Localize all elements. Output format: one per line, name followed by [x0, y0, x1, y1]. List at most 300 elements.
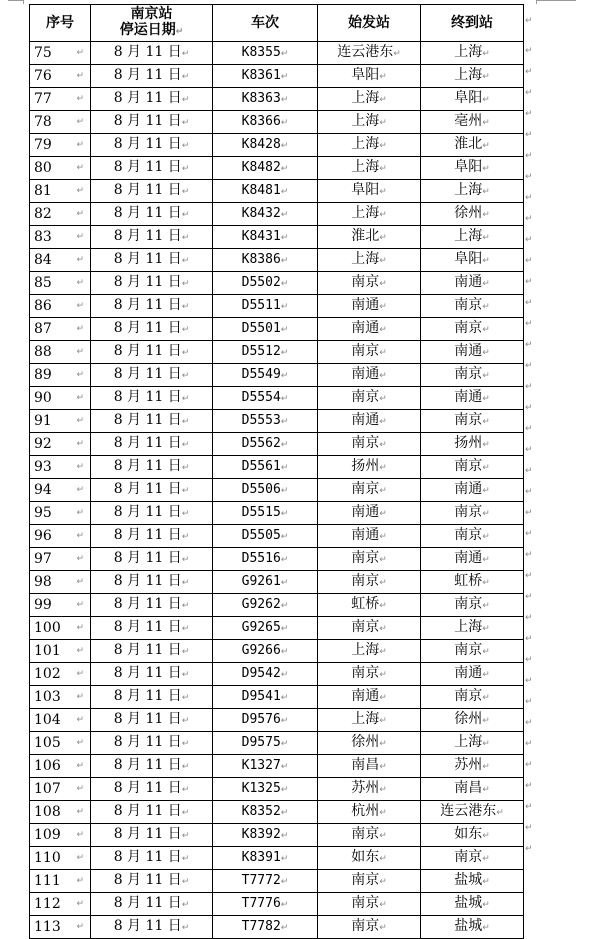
cell-stop-date: [91, 916, 213, 939]
paragraph-mark: ↵: [76, 232, 84, 242]
cell-stop-date: [91, 410, 213, 433]
origin-text: 上海: [351, 205, 380, 221]
seq-text: 107: [34, 781, 61, 797]
cell-origin: [318, 732, 421, 755]
train-text: K8391: [241, 850, 281, 865]
cell-train: [213, 157, 318, 180]
origin-text: 连云港东: [337, 44, 394, 60]
seq-text: 87: [34, 321, 52, 337]
cell-train: [213, 663, 318, 686]
paragraph-mark: ↵: [482, 187, 490, 197]
row-end-mark: ↵: [525, 424, 533, 434]
cell-origin: [318, 387, 421, 410]
paragraph-mark: ↵: [181, 831, 190, 841]
cell-seq: [30, 893, 91, 916]
paragraph-mark: ↵: [76, 209, 84, 219]
date-text: 8 月 11 日: [113, 527, 182, 543]
train-text: K8481: [241, 183, 281, 198]
paragraph-mark: ↵: [379, 739, 387, 749]
paragraph-mark: ↵: [379, 348, 387, 358]
cell-terminal: [421, 410, 524, 433]
paragraph-mark: ↵: [379, 72, 387, 82]
terminal-text: 南京: [454, 596, 483, 612]
origin-text: 南通: [351, 297, 380, 313]
cell-terminal: [421, 525, 524, 548]
date-text: 8 月 11 日: [113, 826, 182, 842]
paragraph-mark: ↵: [181, 923, 190, 933]
cell-terminal: [421, 341, 524, 364]
paragraph-mark: ↵: [181, 532, 190, 542]
train-text: D5501: [241, 321, 281, 336]
date-text: 8 月 11 日: [113, 90, 182, 106]
table-row: [30, 824, 524, 847]
origin-text: 南通: [351, 504, 380, 520]
cell-terminal: [421, 456, 524, 479]
cell-stop-date: [91, 456, 213, 479]
paragraph-mark: ↵: [280, 440, 289, 450]
origin-text: 南通: [351, 527, 380, 543]
origin-text: 南京: [351, 826, 380, 842]
origin-text: 南京: [351, 389, 380, 405]
paragraph-mark: ↵: [379, 854, 387, 864]
paragraph-mark: ↵: [379, 831, 387, 841]
row-end-mark: ↵: [525, 88, 533, 98]
cell-train: [213, 525, 318, 548]
cell-train: [213, 272, 318, 295]
cell-seq: [30, 594, 91, 617]
table-row: [30, 801, 524, 824]
table-row: [30, 640, 524, 663]
paragraph-mark: ↵: [181, 716, 190, 726]
row-end-mark: ↵: [525, 382, 533, 392]
table-row: [30, 617, 524, 640]
row-end-mark: ↵: [525, 109, 533, 119]
paragraph-mark: ↵: [181, 233, 190, 243]
origin-text: 南京: [351, 343, 380, 359]
table-row: [30, 42, 524, 65]
paragraph-mark: ↵: [379, 371, 387, 381]
row-end-mark: ↵: [525, 67, 533, 77]
seq-text: 83: [34, 229, 52, 245]
date-text: 8 月 11 日: [113, 849, 182, 865]
cell-origin: [318, 364, 421, 387]
seq-text: 105: [34, 735, 61, 751]
origin-text: 如东: [351, 849, 380, 865]
train-text: D5512: [241, 344, 281, 359]
train-text: G9265: [241, 620, 281, 635]
date-text: 8 月 11 日: [113, 205, 182, 221]
cell-terminal: [421, 893, 524, 916]
cell-seq: [30, 663, 91, 686]
seq-text: 81: [34, 183, 52, 199]
cell-stop-date: [91, 88, 213, 111]
seq-text: 109: [34, 827, 61, 843]
row-end-mark: ↵: [525, 340, 533, 350]
cell-train: [213, 594, 318, 617]
cell-stop-date: [91, 364, 213, 387]
cell-seq: [30, 686, 91, 709]
cell-origin: [318, 709, 421, 732]
paragraph-mark: ↵: [379, 279, 387, 289]
row-end-mark: ↵: [525, 613, 533, 623]
cell-train: [213, 65, 318, 88]
table-row: [30, 686, 524, 709]
cell-seq: [30, 65, 91, 88]
cell-origin: [318, 686, 421, 709]
train-text: D5553: [241, 413, 281, 428]
paragraph-mark: ↵: [482, 900, 490, 910]
cell-seq: [30, 778, 91, 801]
paragraph-mark: ↵: [76, 853, 84, 863]
paragraph-mark: ↵: [280, 624, 289, 634]
cell-terminal: [421, 226, 524, 249]
cell-seq: [30, 88, 91, 111]
paragraph-mark: ↵: [76, 370, 84, 380]
cell-terminal: [421, 203, 524, 226]
cell-stop-date: [91, 157, 213, 180]
date-text: 8 月 11 日: [113, 251, 182, 267]
paragraph-mark: ↵: [76, 186, 84, 196]
origin-text: 杭州: [351, 803, 380, 819]
cell-terminal: [421, 686, 524, 709]
paragraph-mark: ↵: [482, 302, 490, 312]
cell-stop-date: [91, 341, 213, 364]
cell-origin: [318, 318, 421, 341]
train-text: D9542: [241, 666, 281, 681]
train-text: G9261: [241, 574, 281, 589]
cell-terminal: [421, 157, 524, 180]
paragraph-mark: ↵: [482, 624, 490, 634]
seq-text: 113: [34, 919, 61, 935]
date-text: 8 月 11 日: [113, 734, 182, 750]
terminal-text: 阜阳: [454, 90, 483, 106]
origin-text: 南京: [351, 435, 380, 451]
train-text: T7776: [241, 896, 281, 911]
origin-text: 南昌: [351, 757, 380, 773]
cell-seq: [30, 870, 91, 893]
paragraph-mark: ↵: [181, 210, 190, 220]
paragraph-mark: ↵: [181, 555, 190, 565]
cell-origin: [318, 778, 421, 801]
table-row: [30, 548, 524, 571]
paragraph-mark: ↵: [280, 233, 289, 243]
seq-text: 96: [34, 528, 52, 544]
origin-text: 虹桥: [351, 596, 380, 612]
table-body: [30, 42, 524, 939]
cell-origin: [318, 226, 421, 249]
cell-stop-date: [91, 295, 213, 318]
paragraph-mark: ↵: [482, 486, 490, 496]
table-row: [30, 709, 524, 732]
train-text: D9541: [241, 689, 281, 704]
cell-terminal: [421, 479, 524, 502]
paragraph-mark: ↵: [482, 325, 490, 335]
cell-train: [213, 801, 318, 824]
paragraph-mark: ↵: [181, 739, 190, 749]
terminal-text: 苏州: [454, 757, 483, 773]
origin-text: 南京: [351, 665, 380, 681]
paragraph-mark: ↵: [181, 808, 190, 818]
paragraph-mark: ↵: [482, 95, 490, 105]
origin-text: 南京: [351, 481, 380, 497]
cell-terminal: [421, 272, 524, 295]
cell-train: [213, 709, 318, 732]
cell-stop-date: [91, 272, 213, 295]
date-text: 8 月 11 日: [113, 573, 182, 589]
train-text: K8355: [241, 45, 281, 60]
paragraph-mark: ↵: [280, 210, 289, 220]
cell-terminal: [421, 571, 524, 594]
header-stop-date: [91, 5, 213, 42]
row-end-mark: ↵: [525, 235, 533, 245]
cell-origin: [318, 111, 421, 134]
cell-stop-date: [91, 111, 213, 134]
row-end-mark: ↵: [525, 550, 533, 560]
paragraph-mark: ↵: [379, 601, 387, 611]
table-row: [30, 502, 524, 525]
paragraph-mark: ↵: [280, 716, 289, 726]
terminal-text: 南京: [454, 504, 483, 520]
cell-train: [213, 410, 318, 433]
terminal-text: 南通: [454, 343, 483, 359]
terminal-text: 南通: [454, 389, 483, 405]
paragraph-mark: ↵: [76, 600, 84, 610]
paragraph-mark: ↵: [181, 877, 190, 887]
date-text: 8 月 11 日: [113, 918, 182, 934]
row-end-mark: ↵: [525, 802, 533, 812]
cell-train: [213, 916, 318, 939]
paragraph-mark: ↵: [482, 785, 490, 795]
cell-stop-date: [91, 525, 213, 548]
paragraph-mark: ↵: [379, 256, 387, 266]
paragraph-mark: ↵: [76, 876, 84, 886]
cell-stop-date: [91, 663, 213, 686]
paragraph-mark: ↵: [482, 670, 490, 680]
cell-origin: [318, 916, 421, 939]
paragraph-mark: ↵: [280, 95, 289, 105]
origin-text: 南通: [351, 688, 380, 704]
paragraph-mark: ↵: [379, 463, 387, 473]
cell-terminal: [421, 663, 524, 686]
date-text: 8 月 11 日: [113, 872, 182, 888]
row-end-mark: ↵: [525, 760, 533, 770]
cell-train: [213, 479, 318, 502]
cell-origin: [318, 502, 421, 525]
paragraph-mark: ↵: [482, 463, 490, 473]
cell-stop-date: [91, 502, 213, 525]
terminal-text: 南通: [454, 274, 483, 290]
paragraph-mark: ↵: [379, 394, 387, 404]
row-end-mark: ↵: [525, 445, 533, 455]
cell-stop-date: [91, 387, 213, 410]
paragraph-mark: ↵: [181, 854, 190, 864]
paragraph-mark: ↵: [181, 440, 190, 450]
cell-stop-date: [91, 778, 213, 801]
paragraph-mark: ↵: [181, 486, 190, 496]
cell-seq: [30, 111, 91, 134]
seq-text: 95: [34, 505, 52, 521]
origin-text: 南京: [351, 573, 380, 589]
table-row: [30, 249, 524, 272]
cell-stop-date: [91, 226, 213, 249]
cell-seq: [30, 226, 91, 249]
train-text: K8392: [241, 827, 281, 842]
paragraph-mark: ↵: [280, 670, 289, 680]
header-stop-date-line2: 停运日期↵: [119, 22, 184, 38]
cell-seq: [30, 42, 91, 65]
terminal-text: 上海: [454, 734, 483, 750]
paragraph-mark: ↵: [280, 371, 289, 381]
origin-text: 上海: [351, 90, 380, 106]
cell-terminal: [421, 387, 524, 410]
date-text: 8 月 11 日: [113, 228, 182, 244]
paragraph-mark: ↵: [280, 877, 289, 887]
paragraph-mark: ↵: [379, 440, 387, 450]
paragraph-mark: ↵: [379, 325, 387, 335]
terminal-text: 亳州: [454, 113, 483, 129]
paragraph-mark: ↵: [482, 256, 490, 266]
row-end-mark: ↵: [525, 130, 533, 140]
seq-text: 82: [34, 206, 52, 222]
date-text: 8 月 11 日: [113, 688, 182, 704]
seq-text: 84: [34, 252, 52, 268]
cell-seq: [30, 134, 91, 157]
row-end-mark: ↵: [525, 634, 533, 644]
suspension-schedule-table: [29, 4, 524, 939]
cell-seq: [30, 341, 91, 364]
date-text: 8 月 11 日: [113, 366, 182, 382]
date-text: 8 月 11 日: [113, 435, 182, 451]
paragraph-mark: ↵: [76, 140, 84, 150]
paragraph-mark: ↵: [482, 555, 490, 565]
cell-stop-date: [91, 571, 213, 594]
seq-text: 106: [34, 758, 61, 774]
paragraph-mark: ↵: [379, 624, 387, 634]
cell-seq: [30, 410, 91, 433]
row-end-mark: ↵: [525, 718, 533, 728]
cell-seq: [30, 617, 91, 640]
cell-seq: [30, 916, 91, 939]
cell-train: [213, 893, 318, 916]
seq-text: 94: [34, 482, 52, 498]
date-text: 8 月 11 日: [113, 619, 182, 635]
row-end-mark: ↵: [525, 592, 533, 602]
cell-origin: [318, 456, 421, 479]
train-text: T7772: [241, 873, 281, 888]
paragraph-mark: ↵: [379, 95, 387, 105]
cell-terminal: [421, 824, 524, 847]
table-row: [30, 364, 524, 387]
paragraph-mark: ↵: [181, 256, 190, 266]
table-row: [30, 134, 524, 157]
paragraph-mark: ↵: [181, 279, 190, 289]
train-text: K8482: [241, 160, 281, 175]
date-text: 8 月 11 日: [113, 67, 182, 83]
table-row: [30, 203, 524, 226]
date-text: 8 月 11 日: [113, 895, 182, 911]
terminal-text: 南京: [454, 688, 483, 704]
table-row: [30, 157, 524, 180]
table-row: [30, 571, 524, 594]
paragraph-mark: ↵: [76, 255, 84, 265]
train-text: K8431: [241, 229, 281, 244]
train-text: D5511: [241, 298, 281, 313]
cell-terminal: [421, 801, 524, 824]
paragraph-mark: ↵: [76, 163, 84, 173]
paragraph-mark: ↵: [482, 877, 490, 887]
cell-stop-date: [91, 134, 213, 157]
cell-stop-date: [91, 203, 213, 226]
paragraph-mark: ↵: [76, 922, 84, 932]
terminal-text: 南京: [454, 458, 483, 474]
origin-text: 淮北: [351, 228, 380, 244]
paragraph-mark: ↵: [280, 463, 289, 473]
paragraph-mark: ↵: [181, 394, 190, 404]
cell-origin: [318, 594, 421, 617]
seq-text: 90: [34, 390, 52, 406]
cell-train: [213, 732, 318, 755]
paragraph-mark: ↵: [280, 256, 289, 266]
paragraph-mark: ↵: [482, 417, 490, 427]
cell-train: [213, 433, 318, 456]
table-row: [30, 732, 524, 755]
table-row: [30, 663, 524, 686]
paragraph-mark: ↵: [181, 325, 190, 335]
page-corner-mark-right-tick: [536, 0, 537, 4]
cell-seq: [30, 640, 91, 663]
row-end-mark: ↵: [525, 655, 533, 665]
seq-text: 91: [34, 413, 52, 429]
cell-train: [213, 778, 318, 801]
row-end-mark: ↵: [525, 151, 533, 161]
paragraph-mark: ↵: [379, 578, 387, 588]
cell-train: [213, 226, 318, 249]
date-text: 8 月 11 日: [113, 458, 182, 474]
row-end-mark: ↵: [525, 214, 533, 224]
paragraph-mark: ↵: [482, 440, 490, 450]
table-row: [30, 226, 524, 249]
cell-seq: [30, 456, 91, 479]
terminal-text: 南通: [454, 481, 483, 497]
paragraph-mark: ↵: [280, 923, 289, 933]
paragraph-mark: ↵: [379, 164, 387, 174]
cell-origin: [318, 203, 421, 226]
train-text: K1327: [241, 758, 281, 773]
date-text: 8 月 11 日: [113, 803, 182, 819]
paragraph-mark: ↵: [482, 371, 490, 381]
paragraph-mark: ↵: [482, 164, 490, 174]
terminal-text: 南京: [454, 366, 483, 382]
cell-origin: [318, 42, 421, 65]
paragraph-mark: ↵: [181, 118, 190, 128]
paragraph-mark: ↵: [379, 417, 387, 427]
cell-train: [213, 111, 318, 134]
cell-terminal: [421, 640, 524, 663]
origin-text: 南京: [351, 274, 380, 290]
terminal-text: 上海: [454, 228, 483, 244]
paragraph-mark: ↵: [76, 715, 84, 725]
train-text: K8386: [241, 252, 281, 267]
paragraph-mark: ↵: [482, 279, 490, 289]
row-end-mark: ↵: [525, 256, 533, 266]
paragraph-mark: ↵: [379, 555, 387, 565]
terminal-text: 南京: [454, 527, 483, 543]
cell-seq: [30, 180, 91, 203]
paragraph-mark: ↵: [482, 762, 490, 772]
table-row: [30, 479, 524, 502]
cell-train: [213, 134, 318, 157]
paragraph-mark: ↵: [181, 141, 190, 151]
